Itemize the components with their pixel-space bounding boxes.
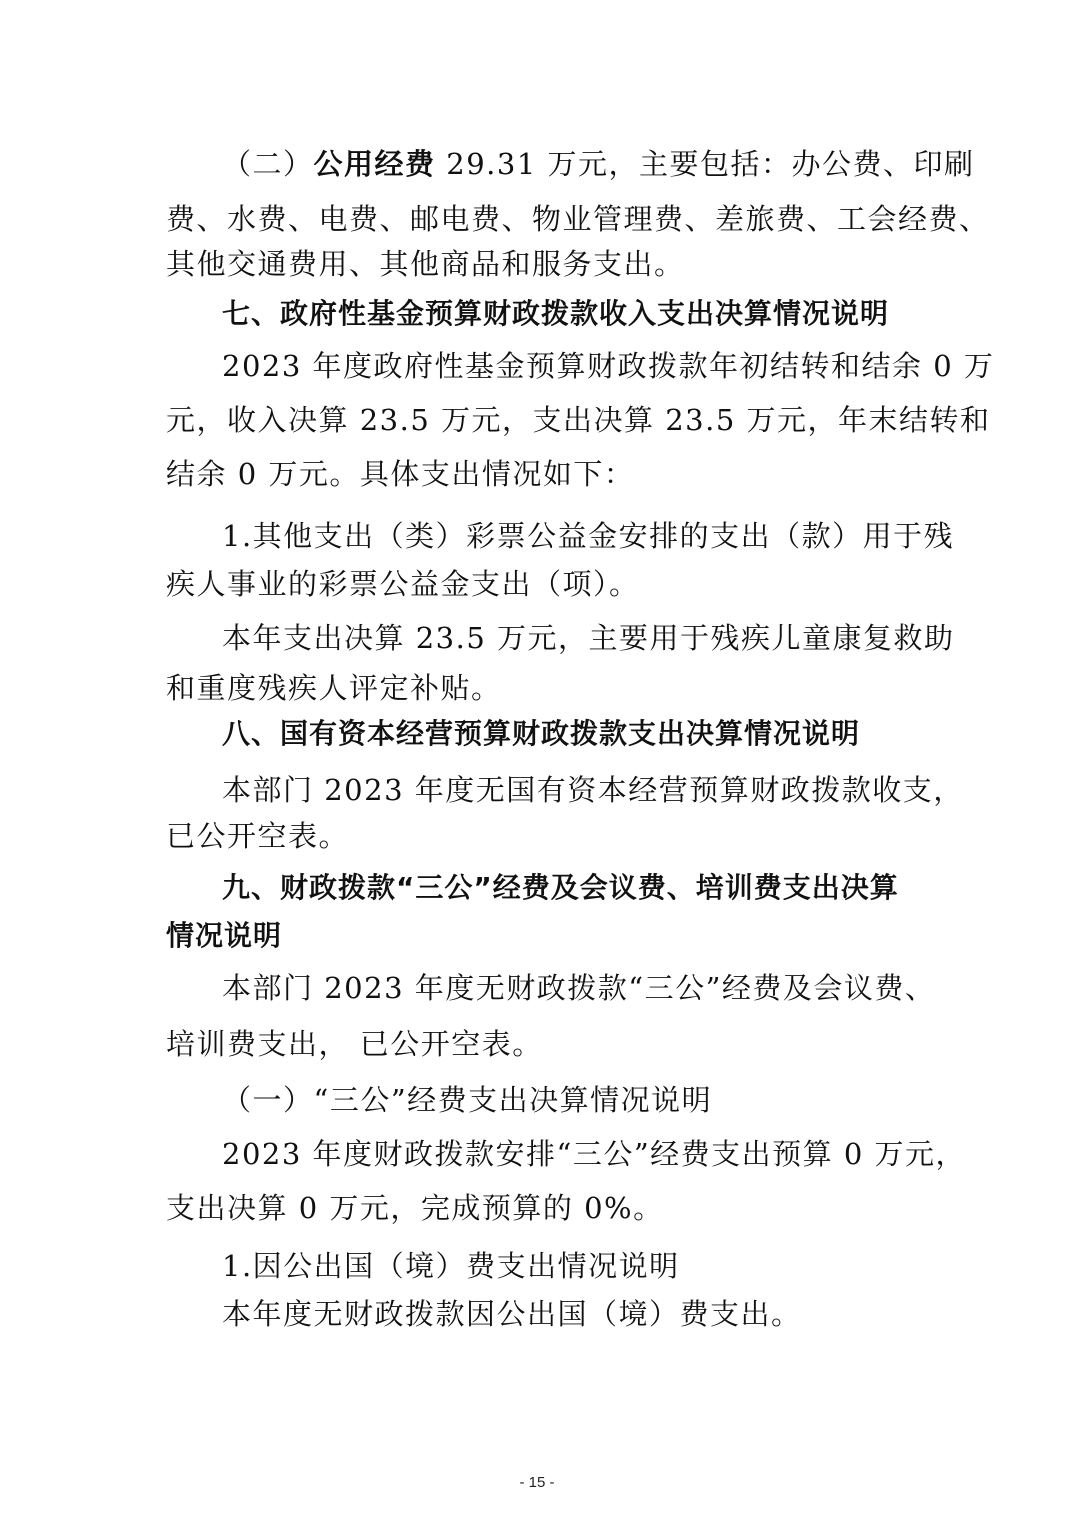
paragraph-line: 已公开空表。 [166, 819, 350, 853]
section-heading: 七、政府性基金预算财政拨款收入支出决算情况说明 [222, 297, 890, 330]
paragraph-prefix: （二） [222, 147, 314, 181]
paragraph-line: 元，收入决算 23.5 万元，支出决算 23.5 万元，年末结转和 [166, 403, 991, 437]
paragraph-line: 本部门 2023 年度无国有资本经营预算财政拨款收支， [222, 773, 964, 807]
page-number: - 15 - [519, 1474, 555, 1491]
paragraph-line: 培训费支出， 已公开空表。 [166, 1027, 543, 1061]
section-heading: 情况说明 [166, 919, 283, 952]
subsection-heading: （一）“三公”经费支出决算情况说明 [222, 1083, 713, 1117]
section-heading: 八、国有资本经营预算财政拨款支出决算情况说明 [222, 717, 861, 750]
paragraph-line: 2023 年度政府性基金预算财政拨款年初结转和结余 0 万 [222, 349, 995, 383]
paragraph-line [222, 146, 975, 182]
paragraph-line: 本年支出决算 23.5 万元，主要用于残疾儿童康复救助 [222, 621, 955, 655]
paragraph-line: 本年度无财政拨款因公出国（境）费支出。 [222, 1297, 802, 1331]
subsection-heading: 1.因公出国（境）费支出情况说明 [222, 1249, 680, 1283]
section-heading: 九、财政拨款“三公”经费及会议费、培训费支出决算 [222, 871, 899, 904]
paragraph-line: 疾人事业的彩票公益金支出（项）。 [166, 567, 640, 601]
paragraph-line: 支出决算 0 万元，完成预算的 0%。 [166, 1191, 664, 1225]
paragraph-line: 本部门 2023 年度无财政拨款“三公”经费及会议费、 [222, 971, 936, 1005]
paragraph-line: 和重度残疾人评定补贴。 [166, 671, 502, 705]
bold-term: 公用经费 [313, 147, 436, 181]
paragraph-line: 2023 年度财政拨款安排“三公”经费支出预算 0 万元， [222, 1137, 967, 1171]
paragraph-line: 费、水费、电费、邮电费、物业管理费、差旅费、工会经费、 [166, 202, 990, 236]
paragraph-line: 结余 0 万元。具体支出情况如下： [166, 457, 635, 491]
paragraph-line: 1.其他支出（类）彩票公益金安排的支出（款）用于残 [222, 519, 955, 553]
paragraph-text: 29.31 万元，主要包括：办公费、印刷 [435, 147, 975, 181]
paragraph-line: 其他交通费用、其他商品和服务支出。 [166, 247, 685, 281]
